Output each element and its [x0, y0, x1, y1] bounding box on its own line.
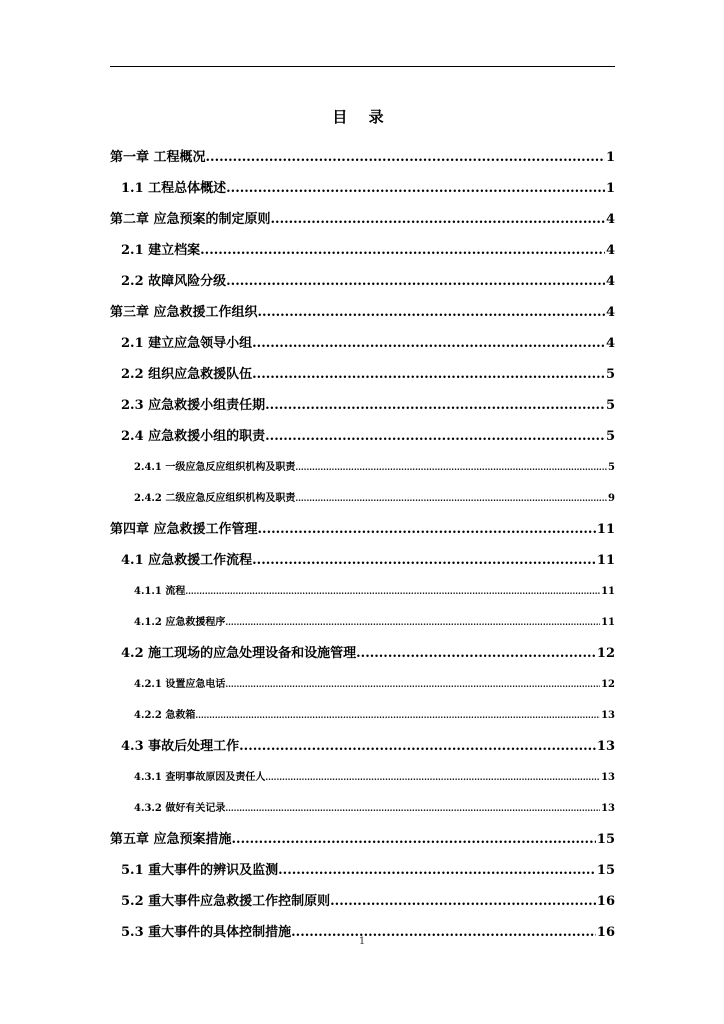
- toc-entry-page: 4: [605, 212, 615, 227]
- toc-entry-label: 4.2.2 急救箱: [134, 710, 196, 721]
- toc-entry-label: 第五章 应急预案措施: [110, 832, 232, 847]
- toc-entry-page: 16: [596, 925, 615, 940]
- toc-entry[interactable]: [110, 731, 615, 762]
- toc-entry[interactable]: [110, 266, 615, 297]
- toc-entry-label: 2.3 应急救援小组责任期: [121, 398, 266, 413]
- toc-leader-dots: [195, 700, 600, 731]
- toc-leader-dots: [226, 173, 605, 204]
- toc-leader-dots: [295, 452, 607, 483]
- toc-leader-dots: [239, 731, 596, 762]
- toc-entry[interactable]: [110, 421, 615, 452]
- toc-leader-dots: [271, 204, 605, 235]
- toc-entry-page: 13: [601, 772, 615, 783]
- toc-entry-page: 11: [601, 586, 615, 597]
- toc-entry-page: 12: [601, 679, 615, 690]
- toc-leader-dots: [252, 359, 605, 390]
- toc-entry-label: 2.2 组织应急救援队伍: [121, 367, 253, 382]
- toc-entry[interactable]: [110, 886, 615, 917]
- toc-leader-dots: [225, 607, 600, 638]
- toc-entry-label: 2.4 应急救援小组的职责: [121, 429, 266, 444]
- toc-entry[interactable]: [110, 173, 615, 204]
- toc-entry-label: 4.1.2 应急救援程序: [134, 617, 226, 628]
- toc-entry[interactable]: [110, 483, 615, 514]
- toc-entry[interactable]: [110, 359, 615, 390]
- toc-entry-label: 4.2.1 设置应急电话: [134, 679, 226, 690]
- toc-entry-page: 15: [596, 832, 615, 847]
- header-rule: [110, 66, 615, 67]
- toc-leader-dots: [356, 638, 596, 669]
- toc-entry[interactable]: [110, 328, 615, 359]
- toc-entry[interactable]: [110, 824, 615, 855]
- toc-entry-label: 2.4.2 二级应急反应组织机构及职责: [134, 493, 296, 504]
- toc-leader-dots: [225, 669, 600, 700]
- toc-entry[interactable]: [110, 545, 615, 576]
- toc-entry-label: 4.3.1 查明事故原因及责任人: [134, 772, 266, 783]
- toc-entry-page: 4: [605, 305, 615, 320]
- toc-entry[interactable]: [110, 855, 615, 886]
- toc-entry-label: 4.2 施工现场的应急处理设备和设施管理: [121, 646, 357, 661]
- toc-entry-label: 5.2 重大事件应急救援工作控制原则: [121, 894, 331, 909]
- toc-entry-page: 16: [596, 894, 615, 909]
- toc-entry-label: 2.1 建立档案: [121, 243, 201, 258]
- toc-entry[interactable]: [110, 204, 615, 235]
- toc-entry-page: 11: [596, 522, 615, 537]
- toc-entry-page: 11: [596, 553, 615, 568]
- toc-leader-dots: [265, 390, 605, 421]
- toc-entry-page: 1: [605, 181, 615, 196]
- toc-leader-dots: [206, 142, 605, 173]
- toc-entry-label: 2.4.1 一级应急反应组织机构及职责: [134, 462, 296, 473]
- toc-leader-dots: [330, 886, 596, 917]
- toc-entry[interactable]: [110, 452, 615, 483]
- toc-leader-dots: [200, 235, 605, 266]
- toc-entry-label: 第四章 应急救援工作管理: [110, 522, 258, 537]
- toc-entry-page: 11: [601, 617, 615, 628]
- toc-entry-page: 1: [605, 150, 615, 165]
- toc-entry-label: 4.1 应急救援工作流程: [121, 553, 253, 568]
- toc-entry-label: 第三章 应急救援工作组织: [110, 305, 258, 320]
- toc-entry[interactable]: [110, 390, 615, 421]
- toc-entry-label: 2.1 建立应急领导小组: [121, 336, 253, 351]
- toc-entry-label: 2.2 故障风险分级: [121, 274, 227, 289]
- toc-entry-page: 15: [596, 863, 615, 878]
- toc-entry-label: 第一章 工程概况: [110, 150, 206, 165]
- toc-entry[interactable]: [110, 142, 615, 173]
- toc-entry-page: 5: [605, 398, 615, 413]
- toc-entry-page: 5: [605, 367, 615, 382]
- toc-entry-page: 13: [601, 710, 615, 721]
- toc-leader-dots: [232, 824, 596, 855]
- toc-entry[interactable]: [110, 297, 615, 328]
- toc-entry[interactable]: [110, 762, 615, 793]
- table-of-contents: [110, 142, 615, 948]
- toc-entry-label: 第二章 应急预案的制定原则: [110, 212, 271, 227]
- toc-leader-dots: [278, 855, 596, 886]
- toc-entry[interactable]: [110, 669, 615, 700]
- toc-entry[interactable]: [110, 576, 615, 607]
- toc-leader-dots: [185, 576, 600, 607]
- toc-leader-dots: [258, 514, 596, 545]
- toc-leader-dots: [252, 328, 605, 359]
- page-number: 1: [358, 936, 366, 947]
- toc-leader-dots: [226, 266, 605, 297]
- toc-entry-label: 5.3 重大事件的具体控制措施: [121, 925, 292, 940]
- toc-entry[interactable]: [110, 235, 615, 266]
- toc-entry-label: 4.1.1 流程: [134, 586, 186, 597]
- toc-entry-page: 4: [605, 274, 615, 289]
- toc-entry-page: 5: [605, 429, 615, 444]
- toc-entry-page: 4: [605, 243, 615, 258]
- toc-entry[interactable]: [110, 700, 615, 731]
- toc-title: 目 录: [332, 108, 392, 126]
- toc-entry-label: 5.1 重大事件的辨识及监测: [121, 863, 279, 878]
- toc-entry[interactable]: [110, 514, 615, 545]
- toc-leader-dots: [265, 421, 605, 452]
- toc-entry-page: 12: [596, 646, 615, 661]
- toc-entry-label: 4.3 事故后处理工作: [121, 739, 240, 754]
- toc-entry[interactable]: [110, 638, 615, 669]
- toc-leader-dots: [295, 483, 607, 514]
- toc-entry[interactable]: [110, 793, 615, 824]
- toc-leader-dots: [265, 762, 600, 793]
- toc-entry-page: 5: [608, 462, 615, 473]
- toc-entry-label: 1.1 工程总体概述: [121, 181, 227, 196]
- toc-leader-dots: [258, 297, 605, 328]
- toc-leader-dots: [225, 793, 600, 824]
- toc-entry-page: 13: [596, 739, 615, 754]
- toc-entry[interactable]: [110, 607, 615, 638]
- toc-entry-page: 13: [601, 803, 615, 814]
- toc-entry-page: 9: [608, 493, 615, 504]
- toc-entry-page: 4: [605, 336, 615, 351]
- toc-leader-dots: [252, 545, 596, 576]
- toc-entry-label: 4.3.2 做好有关记录: [134, 803, 226, 814]
